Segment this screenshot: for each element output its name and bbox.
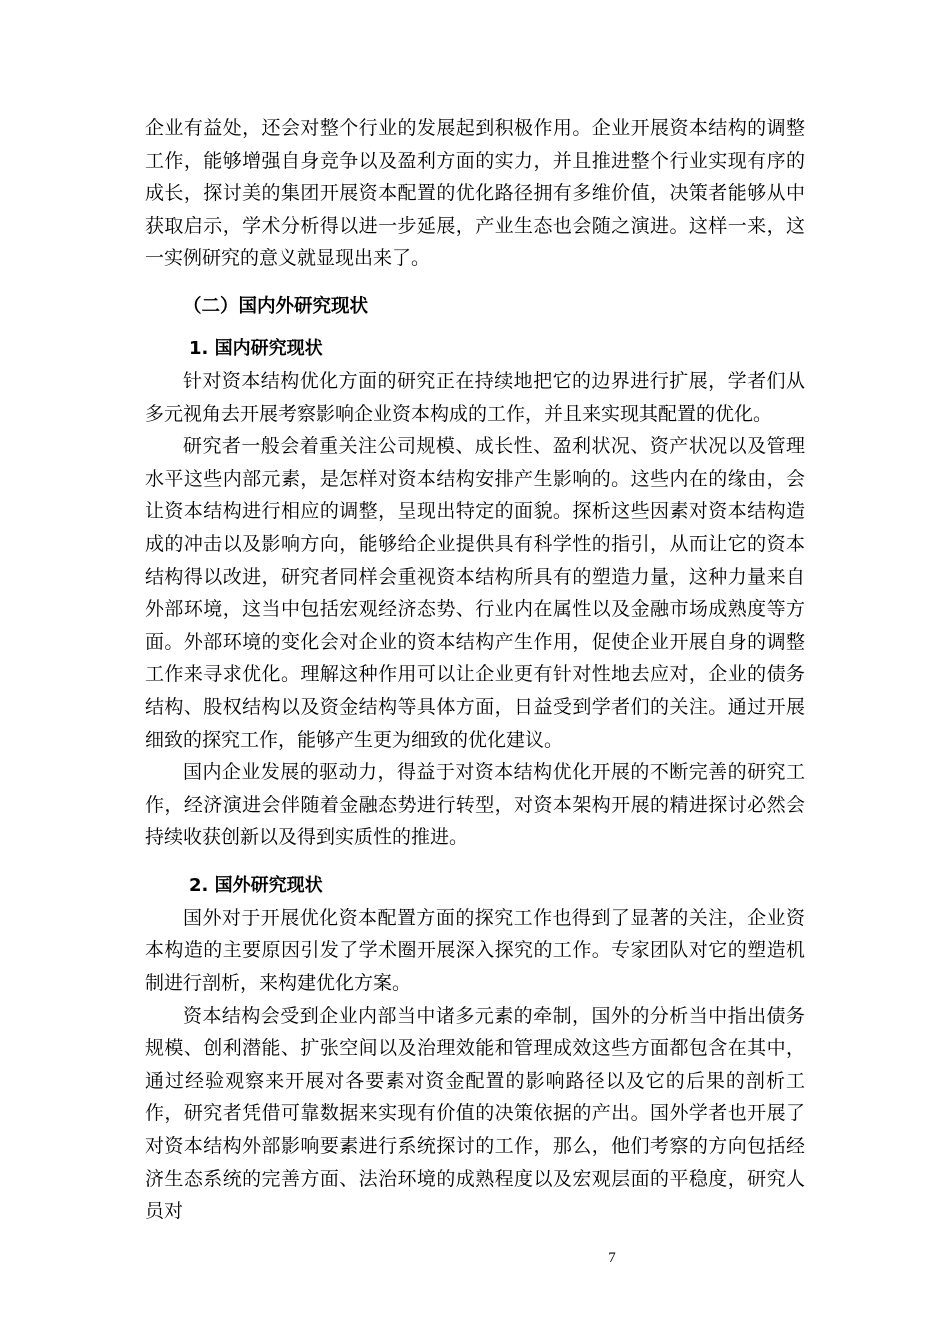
page-body [145,112,805,1228]
subsection-heading-foreign: 2. 国外研究现状 [189,874,323,896]
paragraph-domestic-1: 针对资本结构优化方面的研究正在持续地把它的边界进行扩展，学者们从多元视角去开展考察影响企业资本构成的工作，并且来实现其配置的优化。 [145,369,805,425]
page-number: 7 [608,1250,616,1266]
paragraph-domestic-3: 国内企业发展的驱动力，得益于对资本结构优化开展的不断完善的研究工作，经济演进会伴随着金融态势进行转型，对资本架构开展的精进探讨必然会持续收获创新以及得到实质性的推进。 [145,761,805,849]
paragraph-foreign-1: 国外对于开展优化资本配置方面的探究工作也得到了显著的关注，企业资本构造的主要原因引发了学术圈开展深入探究的工作。专家团队对它的塑造机制进行剖析，来构建优化方案。 [145,906,805,995]
subsection-heading-domestic: 1. 国内研究现状 [189,337,323,359]
paragraph-intro-continued: 企业有益处，还会对整个行业的发展起到积极作用。企业开展资本结构的调整工作，能够增强自身竞争以及盈利方面的实力，并且推进整个行业实现有序的成长，探讨美的集团开展资本配置的优化路径拥有多维价值，决策者能够从中获取启示，学术分析得以进一步延展，产业生态也会随之演进。这样一来，这一实例研究的意义就显现出来了。 [145,117,805,270]
paragraph-domestic-2: 研究者一般会着重关注公司规模、成长性、盈利状况、资产状况以及管理水平这些内部元素，是怎样对资本结构安排产生影响的。这些内在的缘由，会让资本结构进行相应的调整，呈现出特定的面貌。探析这些因素对资本结构造成的冲击以及影响方向，能够给企业提供具有科学性的指引，从而让它的资本结构得以改进，研究者同样会重视资本结构所具有的塑造力量，这种力量来自外部环境，这当中包括宏观经济态势、行业内在属性以及金融市场成熟度等方面。外部环境的变化会对企业的资本结构产生作用，促使企业开展自身的调整工作来寻求优化。理解这种作用可以让企业更有针对性地去应对，企业的债务结构、股权结构以及资金结构等具体方面，日益受到学者们的关注。通过开展细致的探究工作，能够产生更为细致的优化建议。 [145,435,805,751]
section-heading: （二）国内外研究现状 [183,295,369,317]
page-footer [0,1250,950,1267]
paragraph-foreign-2: 资本结构会受到企业内部当中诸多元素的牵制，国外的分析当中指出债务规模、创利潜能、扩张空间以及治理效能和管理成效这些方面都包含在其中，通过经验观察来开展对各要素对资金配置的影响路径以及它的后果的剖析工作，研究者凭借可靠数据来实现有价值的决策依据的产出。国外学者也开展了对资本结构外部影响要素进行系统探讨的工作，那么，他们考察的方向包括经济生态系统的完善方面、法治环境的成熟程度以及宏观层面的平稳度，研究人员对 [145,1004,805,1223]
